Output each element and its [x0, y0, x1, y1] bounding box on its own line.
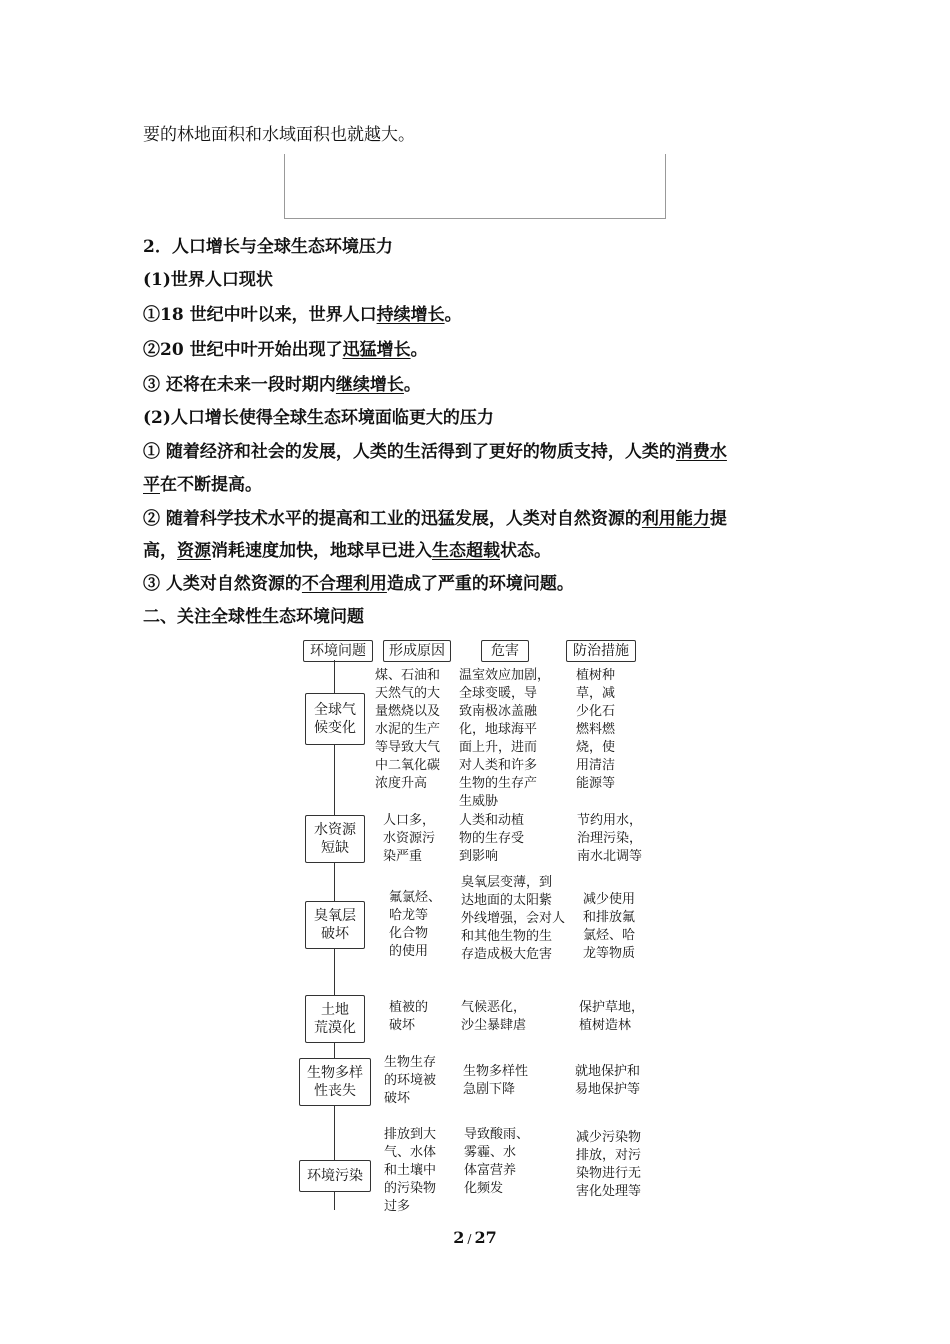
harm-line: 沙尘暴肆虐	[461, 1018, 527, 1033]
issue-label-line: 破坏	[321, 926, 349, 942]
cause-line: 染严重	[383, 849, 423, 864]
measure-line: 易地保护等	[575, 1082, 641, 1097]
harm-line: 温室效应加剧，	[459, 668, 551, 683]
cause-cell	[389, 889, 441, 961]
blank-answer: 生态超载	[432, 541, 500, 561]
cause-line: 植被的	[389, 1000, 429, 1015]
page-total: 27	[474, 1228, 497, 1247]
item-2-1-line-2: 平在不断提高。	[143, 475, 262, 495]
harm-line: 化，地球海平	[459, 722, 538, 737]
issue-label	[307, 1167, 363, 1185]
measure-line: 氯烃、哈	[583, 928, 636, 943]
cause-line: 浓度升高	[375, 776, 428, 791]
issue-label-line: 短缺	[321, 840, 349, 856]
cause-cell	[389, 999, 428, 1035]
header-environment-issue: 环境问题	[303, 640, 373, 662]
issue-label-line: 环境污染	[307, 1168, 363, 1184]
harm-line: 化频发	[464, 1181, 504, 1196]
harm-cell	[463, 1063, 528, 1099]
cause-line: 人口多，	[383, 813, 436, 828]
measure-line: 南水北调等	[577, 849, 643, 864]
measure-line: 植树造林	[579, 1018, 632, 1033]
cause-cell	[383, 812, 435, 866]
cause-line: 中二氧化碳	[375, 758, 441, 773]
issue-box	[305, 815, 365, 863]
cause-cell	[384, 1054, 436, 1108]
harm-cell	[461, 874, 565, 964]
harm-cell	[464, 1126, 529, 1198]
issue-box	[305, 995, 365, 1043]
harm-line: 致南极冰盖融	[459, 704, 538, 719]
blank-answer: 持续增长	[376, 305, 445, 325]
cause-line: 哈龙等	[389, 908, 429, 923]
item-1-3: ③ 还将在未来一段时期内继续增长。	[143, 375, 421, 395]
harm-line: 全球变暖，导	[459, 686, 538, 701]
harm-line: 导致酸雨、	[464, 1127, 530, 1142]
blank-answer: 资源	[177, 541, 211, 561]
cause-line: 的使用	[389, 944, 429, 959]
issue-box	[305, 693, 365, 745]
measure-line: 植树种	[576, 668, 616, 683]
issue-label-line: 候变化	[314, 720, 356, 736]
measure-cell	[577, 812, 642, 866]
harm-line: 到影响	[459, 849, 499, 864]
measure-line: 害化处理等	[576, 1184, 642, 1199]
harm-line: 臭氧层变薄，到	[461, 875, 553, 890]
measure-line: 减少污染物	[576, 1130, 642, 1145]
measure-cell	[579, 999, 644, 1035]
cause-line: 等导致大气	[375, 740, 441, 755]
harm-line: 达地面的太阳紫	[461, 893, 553, 908]
blank-answer: 不合理利用	[301, 574, 387, 594]
issue-label	[314, 1001, 356, 1037]
measure-line: 草，减	[576, 686, 616, 701]
subsection-2-title: (2)人口增长使得全球生态环境面临更大的压力	[143, 408, 494, 428]
page-number	[0, 1228, 950, 1247]
measure-line: 减少使用	[583, 892, 636, 907]
harm-line: 生物多样性	[463, 1064, 529, 1079]
issue-label	[314, 821, 356, 857]
blank-answer: 利用能力	[641, 509, 710, 529]
header-measure: 防治措施	[566, 640, 636, 662]
harm-line: 存造成极大危害	[461, 947, 553, 962]
measure-line: 燃料燃	[576, 722, 616, 737]
harm-line: 人类和动植	[459, 813, 525, 828]
harm-cell	[459, 812, 524, 866]
measure-cell	[575, 1063, 640, 1099]
item-2-2-line-1: ② 随着科学技术水平的提高和工业的迅猛发展，人类对自然资源的利用能力提	[143, 509, 727, 529]
harm-line: 气候恶化，	[461, 1000, 527, 1015]
harm-line: 生威胁	[459, 794, 499, 809]
issue-label	[307, 1064, 363, 1100]
measure-line: 少化石	[576, 704, 616, 719]
cause-line: 过多	[384, 1199, 411, 1214]
measure-line: 就地保护和	[575, 1064, 641, 1079]
measure-line: 用清洁	[576, 758, 616, 773]
issue-box	[299, 1058, 371, 1106]
harm-line: 外线增强，会对人	[461, 911, 566, 926]
harm-line: 急剧下降	[463, 1082, 516, 1097]
header-cause: 形成原因	[383, 640, 451, 662]
cause-line: 化合物	[389, 926, 429, 941]
cause-line: 的环境被	[384, 1073, 437, 1088]
measure-line: 龙等物质	[583, 946, 636, 961]
blank-answer: 迅猛增长	[342, 340, 411, 360]
cause-line: 水资源污	[383, 831, 436, 846]
cause-line: 排放到大	[384, 1127, 437, 1142]
cause-line: 氟氯烃、	[389, 890, 442, 905]
empty-figure-frame	[284, 154, 666, 219]
measure-cell	[576, 667, 615, 793]
blank-answer: 平	[143, 475, 160, 495]
issue-box	[299, 1160, 371, 1192]
issue-label-line: 性丧失	[314, 1083, 356, 1099]
harm-line: 面上升，进而	[459, 740, 538, 755]
cause-cell	[384, 1126, 436, 1216]
section-2-title: 2．人口增长与全球生态环境压力	[143, 237, 393, 257]
blank-answer: 消费水	[675, 442, 727, 462]
issue-label-line: 荒漠化	[314, 1020, 356, 1036]
page-separator: /	[467, 1232, 472, 1246]
harm-cell	[461, 999, 526, 1035]
issue-label-line: 水资源	[314, 822, 356, 838]
measure-line: 能源等	[576, 776, 616, 791]
cause-line: 的污染物	[384, 1181, 437, 1196]
top-line: 要的林地面积和水域面积也就越大。	[143, 125, 415, 145]
cause-line: 天然气的大	[375, 686, 441, 701]
harm-line: 体富营养	[464, 1163, 517, 1178]
measure-line: 治理污染，	[577, 831, 643, 846]
blank-answer: 继续增长	[335, 375, 404, 395]
page-current: 2	[453, 1228, 465, 1247]
item-2-3: ③ 人类对自然资源的不合理利用造成了严重的环境问题。	[143, 574, 574, 594]
cause-line: 量燃烧以及	[375, 704, 441, 719]
cause-line: 煤、石油和	[375, 668, 441, 683]
issue-label	[314, 907, 356, 943]
cause-line: 气、水体	[384, 1145, 437, 1160]
item-2-2-line-2: 高，资源消耗速度加快，地球早已进入生态超载状态。	[143, 541, 551, 561]
issue-label	[314, 701, 356, 737]
item-2-1-line-1: ① 随着经济和社会的发展，人类的生活得到了更好的物质支持，人类的消费水	[143, 442, 727, 462]
subsection-1-title: (1)世界人口现状	[143, 270, 273, 290]
item-1-2: ②20 世纪中叶开始出现了迅猛增长。	[143, 340, 428, 360]
issue-label-line: 全球气	[314, 702, 356, 718]
section-two-title: 二、关注全球性生态环境问题	[143, 607, 364, 627]
harm-line: 物的生存受	[459, 831, 525, 846]
harm-line: 生物的生存产	[459, 776, 538, 791]
issue-label-line: 臭氧层	[314, 908, 356, 924]
cause-line: 破坏	[389, 1018, 416, 1033]
measure-line: 染物进行无	[576, 1166, 642, 1181]
harm-line: 对人类和许多	[459, 758, 538, 773]
harm-line: 和其他生物的生	[461, 929, 553, 944]
measure-line: 保护草地，	[579, 1000, 645, 1015]
measure-line: 排放，对污	[576, 1148, 642, 1163]
cause-line: 水泥的生产	[375, 722, 441, 737]
cause-line: 破坏	[384, 1091, 411, 1106]
cause-line: 生物生存	[384, 1055, 437, 1070]
issue-label-line: 生物多样	[307, 1065, 363, 1081]
measure-cell	[583, 891, 635, 963]
harm-line: 雾霾、水	[464, 1145, 517, 1160]
measure-line: 和排放氟	[583, 910, 636, 925]
issue-box	[305, 901, 365, 949]
header-harm: 危害	[481, 640, 529, 662]
measure-line: 节约用水，	[577, 813, 643, 828]
harm-cell	[459, 667, 550, 811]
measure-cell	[576, 1129, 641, 1201]
item-1-1: ①18 世纪中叶以来，世界人口持续增长。	[143, 305, 462, 325]
issue-label-line: 土地	[321, 1002, 349, 1018]
cause-line: 和土壤中	[384, 1163, 437, 1178]
cause-cell	[375, 667, 440, 793]
measure-line: 烧，使	[576, 740, 616, 755]
